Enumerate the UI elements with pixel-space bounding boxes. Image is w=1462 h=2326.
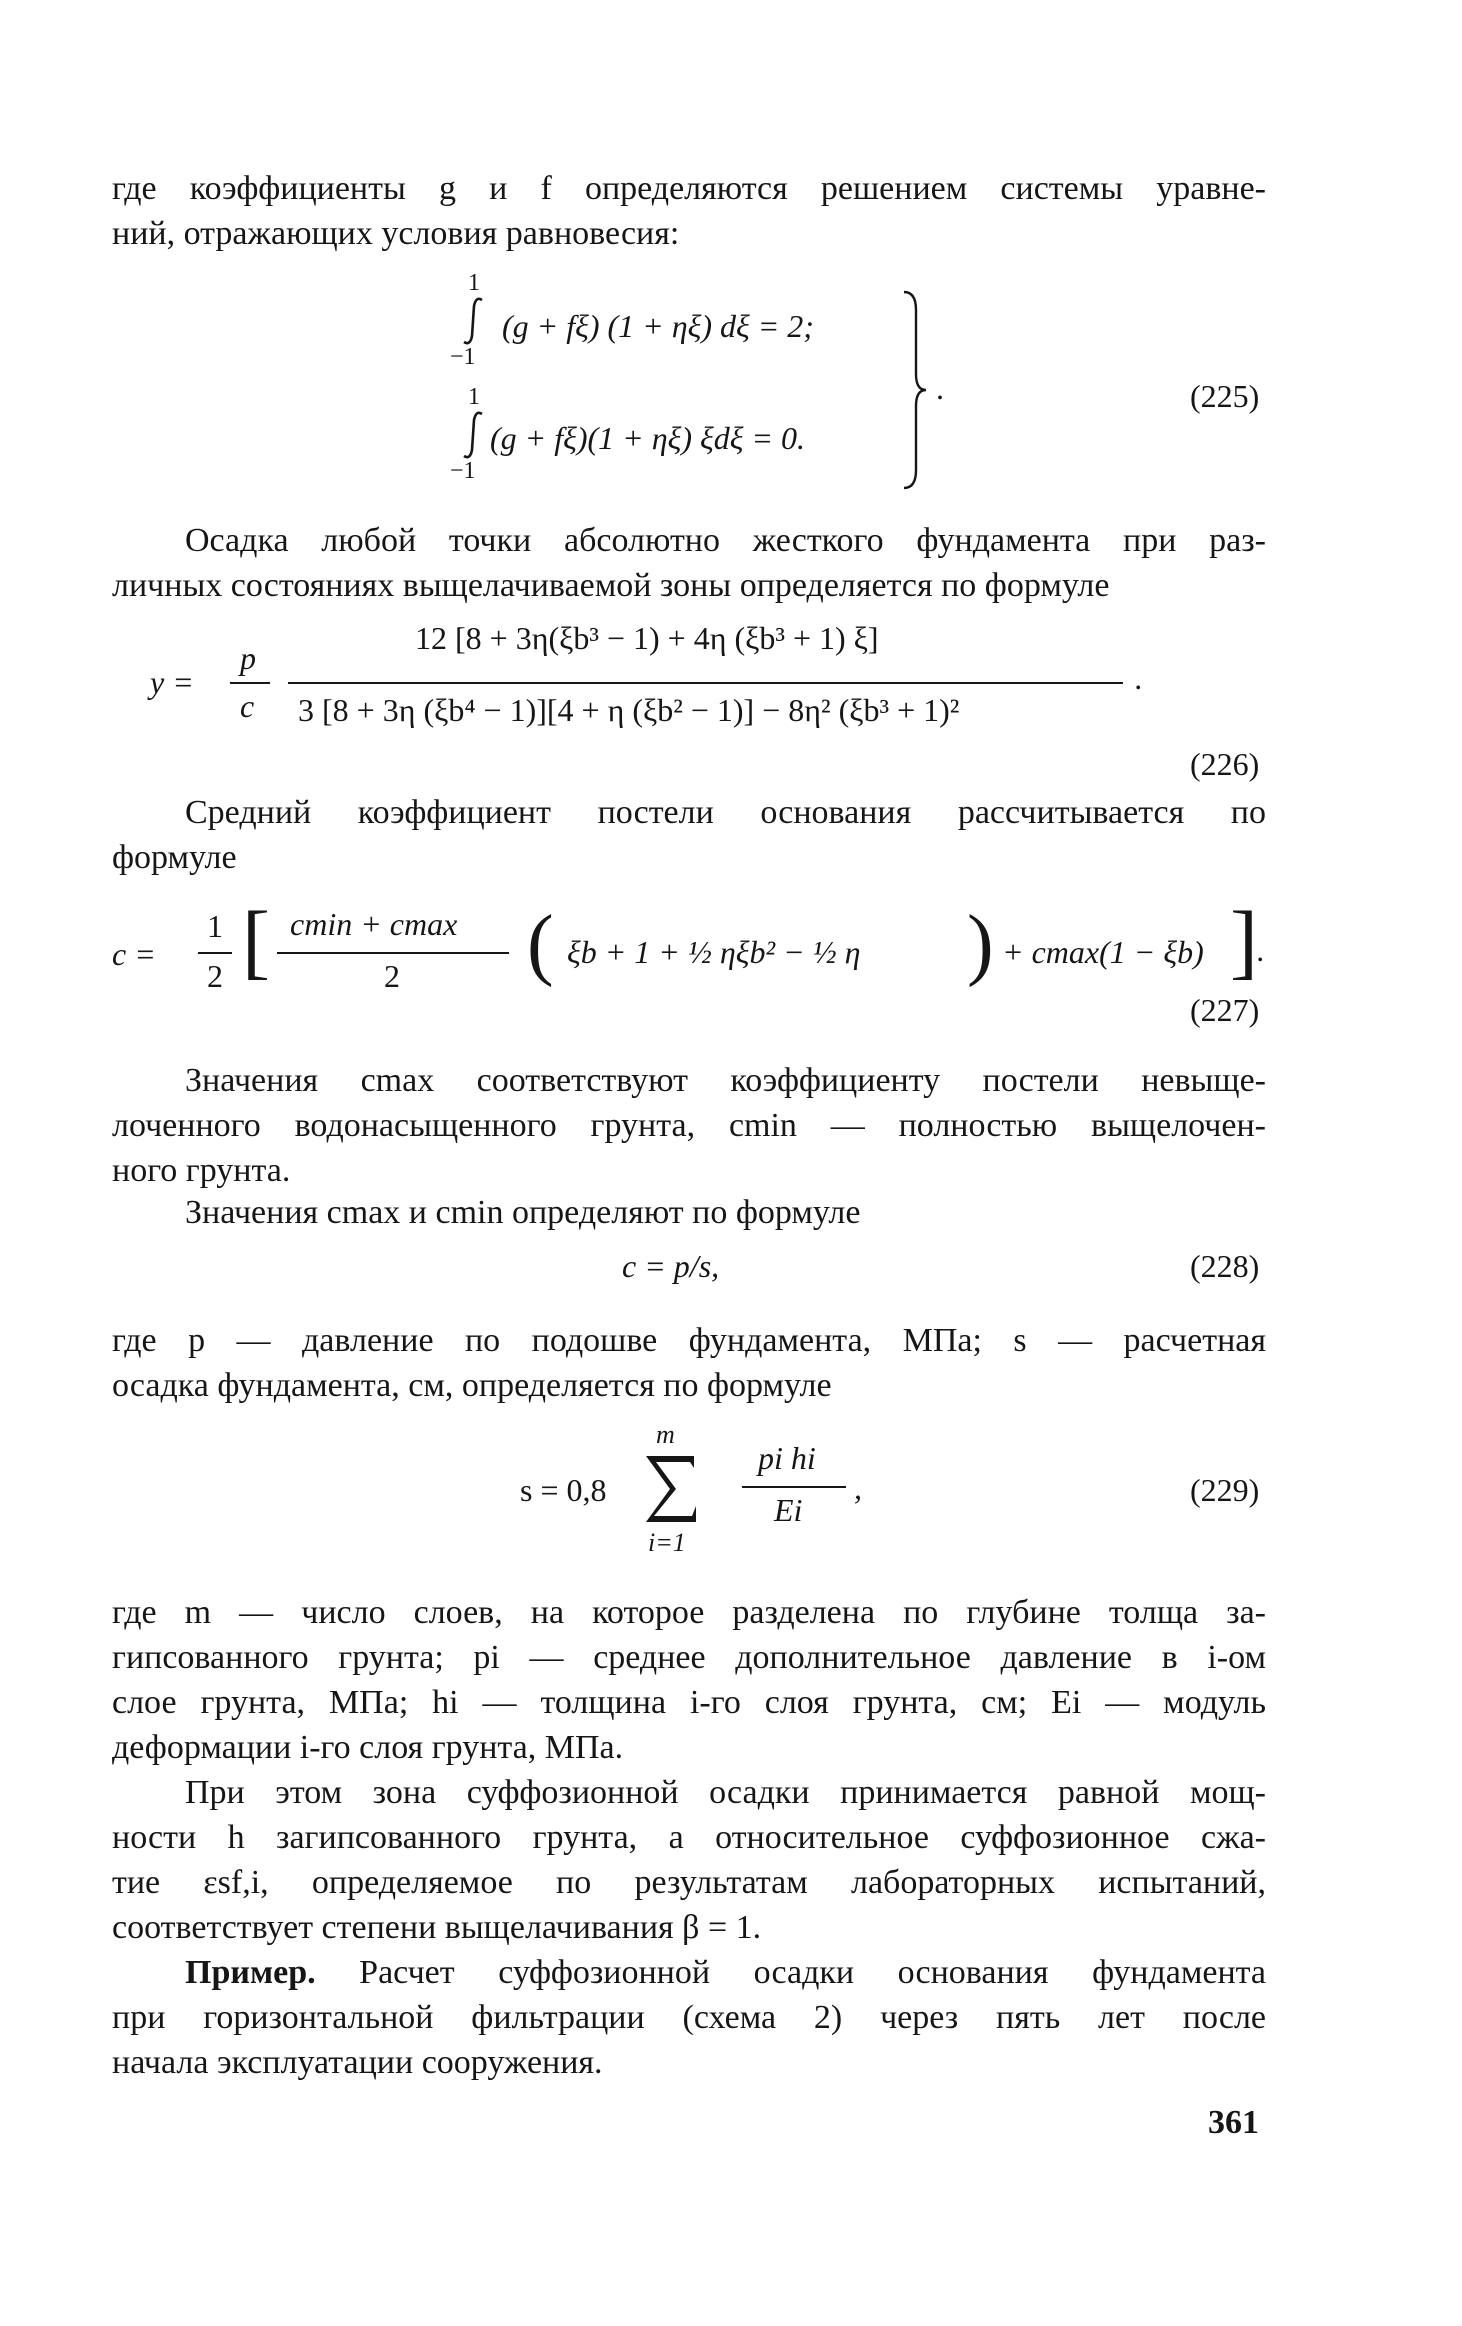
text-line: где p — давление по подошве фундамента, МПа; s — расчетная (112, 1322, 1266, 1359)
integral-upper-limit: 1 (468, 384, 480, 410)
paragraph-9 (185, 1950, 1266, 1995)
text-line: слое грунта, МПа; hi — толщина i-го слоя грунта, см; Ei — модуль (112, 1684, 1266, 1721)
equation-number-228: (228) (1190, 1248, 1260, 1284)
integral-sign-icon (460, 410, 490, 460)
text-line: гипсованного грунта; pi — среднее дополнительное давление в i-ом (112, 1639, 1266, 1676)
eq226-dot: . (1135, 660, 1143, 696)
paragraph-7 (112, 1590, 1266, 1770)
eq226-denominator: 3 [8 + 3η (ξb⁴ − 1)][4 + η (ξb² − 1)] − 8η² (ξb³ + 1)² (298, 692, 960, 728)
text-line: ного грунта. (112, 1152, 291, 1189)
paragraph-4 (185, 1058, 1266, 1103)
paragraph-9-continued (112, 1995, 1266, 2085)
right-paren-icon: ) (967, 900, 994, 988)
paragraph-4-continued (112, 1103, 1266, 1193)
brace-dot: . (936, 370, 944, 406)
eq227-paren-body: ξb + 1 + ½ ηξb² − ½ η (567, 934, 861, 970)
equation-225 (440, 270, 1280, 500)
eq227-half-num: 1 (207, 908, 223, 944)
integral-upper-limit: 1 (468, 270, 480, 296)
eq226-lhs: y = (150, 664, 194, 700)
eq227-half-den: 2 (207, 958, 223, 994)
left-bracket-icon: [ (242, 895, 270, 988)
integral-sign-icon (460, 296, 490, 346)
equation-number-229: (229) (1190, 1472, 1260, 1508)
text-line: Значения cmax и cmin определяют по формуле (185, 1194, 861, 1231)
eq226-numerator: 12 [8 + 3η(ξb³ − 1) + 4η (ξb³ + 1) ξ] (415, 620, 879, 656)
text-line: деформации i-го слоя грунта, МПа. (112, 1729, 624, 1766)
text-line: тие εsf,i, определяемое по результатам лабораторных испытаний, (112, 1864, 1266, 1901)
paragraph-3-continued (112, 835, 1266, 880)
eq226-p: p (240, 640, 256, 676)
equation-227 (112, 892, 1272, 1022)
text-line: ний, отражающих условия равновесия: (112, 215, 680, 252)
example-label: Пример. (185, 1954, 316, 1991)
eq227-tail: + cmax(1 − ξb) (1002, 934, 1204, 970)
paragraph-8-continued (112, 1815, 1266, 1950)
integral-lower-limit: −1 (450, 344, 476, 370)
eq226-fraction-bar-small (230, 682, 270, 684)
summation-sign-icon (642, 1454, 698, 1524)
text-fragment: Расчет суффозионной осадки основания фундамента (359, 1954, 1266, 1991)
paragraph-2 (185, 518, 1266, 563)
eq229-lhs: s = 0,8 (520, 1472, 607, 1508)
eq229-den: Ei (774, 1492, 803, 1528)
paragraph-1 (112, 166, 1266, 256)
text-line: начала эксплуатации сооружения. (112, 2044, 603, 2081)
text-line (185, 1950, 1266, 1995)
paragraph-8 (185, 1770, 1266, 1815)
text-line: Значения cmax соответствуют коэффициенту постели невыще- (185, 1062, 1266, 1099)
right-bracket-icon: ] (1230, 895, 1258, 988)
eq229-fraction-bar (742, 1486, 846, 1488)
equation-228: c = p/s, (622, 1248, 720, 1284)
left-paren-icon: ( (527, 900, 554, 988)
text-line: Средний коэффициент постели основания рассчитывается по (185, 794, 1266, 831)
sum-lower-limit: i=1 (648, 1528, 686, 1557)
text-line: при горизонтальной фильтрации (схема 2) через пять лет после (112, 1999, 1266, 2036)
eq227-inner-bar (277, 952, 509, 954)
equation-number-225: (225) (1190, 378, 1260, 414)
page-number: 361 (1208, 2104, 1259, 2141)
equation-226 (150, 620, 1200, 750)
text-line: формуле (112, 839, 237, 876)
eq229-num: pi hi (758, 1440, 816, 1476)
text-line: осадка фундамента, см, определяется по формуле (112, 1367, 832, 1404)
text-line: лоченного водонасыщенного грунта, cmin — полностью выщелочен- (112, 1107, 1266, 1144)
equation-number-227: (227) (1190, 992, 1260, 1028)
right-brace-icon (900, 290, 930, 490)
equation-225-line-1: (g + fξ) (1 + ηξ) dξ = 2; (502, 308, 814, 344)
text-line: соответствует степени выщелачивания β = 1. (112, 1909, 762, 1946)
eq227-inner-den: 2 (384, 958, 400, 994)
integral-lower-limit: −1 (450, 458, 476, 484)
equation-number-226: (226) (1190, 746, 1260, 782)
eq227-inner-num: cmin + cmax (290, 906, 458, 942)
paragraph-3 (185, 790, 1266, 835)
sum-upper-limit: m (656, 1420, 675, 1449)
equation-229 (520, 1420, 920, 1570)
eq226-fraction-bar (288, 682, 1123, 684)
text-line: где m — число слоев, на которое разделена по глубине толща за- (112, 1594, 1266, 1631)
eq227-half-bar (198, 952, 232, 954)
eq226-c: c (240, 688, 255, 724)
paragraph-6 (112, 1318, 1266, 1408)
text-line: личных состояниях выщелачиваемой зоны определяется по формуле (112, 567, 1110, 604)
text-line: Осадка любой точки абсолютно жесткого фундамента при раз- (185, 522, 1266, 559)
text-line: ности h загипсованного грунта, а относительное суффозионное сжа- (112, 1819, 1266, 1856)
text-line: При этом зона суффозионной осадки принимается равной мощ- (185, 1774, 1266, 1811)
eq227-dot: . (1257, 932, 1265, 968)
paragraph-2-continued (112, 563, 1266, 608)
text-line: где коэффициенты g и f определяются решением системы уравне- (112, 170, 1266, 207)
eq227-lhs: c = (112, 936, 156, 972)
paragraph-5 (185, 1190, 1266, 1235)
equation-225-line-2: (g + fξ)(1 + ηξ) ξdξ = 0. (490, 420, 805, 456)
eq229-comma: , (854, 1470, 862, 1506)
